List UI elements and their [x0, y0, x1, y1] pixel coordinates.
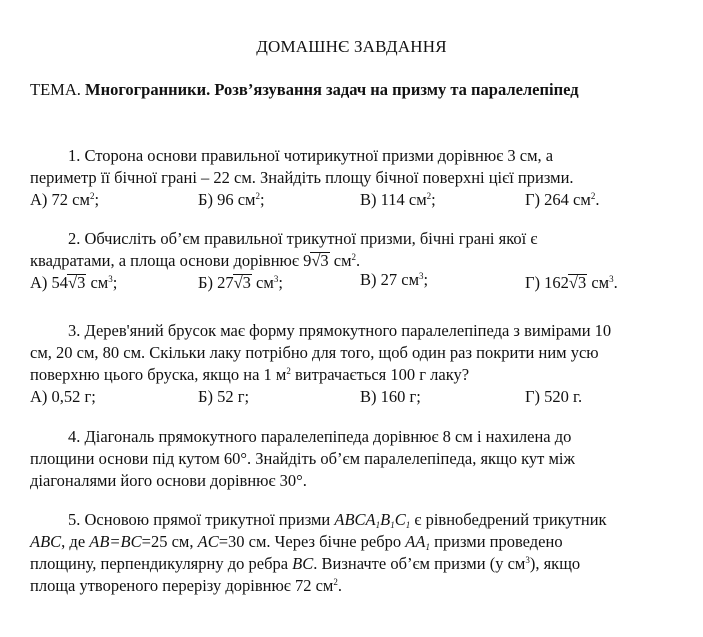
task-5	[30, 509, 678, 597]
task-3-line-3: поверхню цього бруска, якщо на 1 $м^2$ витрачається 100 г лаку?	[30, 365, 470, 384]
task-2-answer-b: Б) 27√3 $см^3$;	[198, 273, 283, 292]
task-1-answer-c: В) 114 $см^2$;	[360, 190, 436, 209]
task-4-line-2: площини основи під кутом 60°. Знайдіть об’єм паралелепіпеда, якщо кут між	[30, 449, 575, 468]
task-4-line-3: діагоналями його основи дорівнює 30°.	[30, 471, 307, 490]
task-2-answer-d: Г) 162√3 $см^3$.	[525, 273, 618, 292]
task-1-answer-a: А) 72 $см^2$;	[30, 190, 100, 209]
task-2-answer-a: А) 54√3 $см^3$;	[30, 273, 118, 292]
task-2-line-1: 2. Обчисліть об’єм правильної трикутної призми, бічні грані якої є	[68, 229, 538, 248]
task-3-answers	[30, 386, 678, 408]
task-4	[30, 426, 678, 492]
task-2-answers	[30, 272, 678, 294]
topic-label: ТЕМА.	[30, 80, 81, 99]
task-5-line-3: площину, перпендикулярну до ребра BC. Визначте об’єм призми (у $см^3$), якщо	[30, 554, 581, 573]
task-3-answer-a: А) 0,52 г;	[30, 387, 96, 406]
task-4-line-1: 4. Діагональ прямокутного паралелепіпеда дорівнює 8 см і нахилена до	[68, 427, 572, 446]
task-3-answer-c: В) 160 г;	[360, 387, 421, 406]
task-3	[30, 320, 678, 408]
topic-line	[30, 79, 579, 101]
task-2-answer-c: В) 27 $см^3$;	[360, 270, 429, 289]
task-1	[30, 145, 678, 211]
task-5-line-2: ABC, де AB=BC=25 см, AC=30 см. Через бічне ребро $AA_1$ призми проведено	[30, 532, 563, 552]
task-1-line-2: периметр її бічної грані – 22 см. Знайдіть площу бічної поверхні цієї призми.	[30, 168, 574, 187]
task-1-line-1: 1. Сторона основи правильної чотирикутної призми дорівнює 3 см, а	[68, 146, 554, 165]
task-1-answer-d: Г) 264 $см^2$.	[525, 190, 600, 209]
task-2-line-2: квадратами, а площа основи дорівнює 9√3 $см^2$.	[30, 251, 361, 270]
task-3-answer-b: Б) 52 г;	[198, 387, 250, 406]
task-3-answer-d: Г) 520 г.	[525, 387, 583, 406]
topic-text: Многогранники. Розв’язування задач на призму та паралелепіпед	[85, 80, 579, 99]
task-1-answer-b: Б) 96 $см^2$;	[198, 190, 265, 209]
task-3-line-2: см, 20 см, 80 см. Скільки лаку потрібно для того, щоб один раз покрити ним усю	[30, 343, 599, 362]
task-5-line-1: 5. Основою прямої трикутної призми $ABCA_1B_1C_1$ є рівнобедрений трикутник	[68, 510, 607, 530]
task-5-line-4: площа утвореного перерізу дорівнює 72 $см^2$.	[30, 576, 342, 595]
task-1-answers	[30, 189, 678, 211]
task-2	[30, 228, 678, 294]
task-3-line-1: 3. Дерев'яний брусок має форму прямокутного паралелепіпеда з вимірами 10	[68, 321, 612, 340]
page-title: ДОМАШНЄ ЗАВДАННЯ	[256, 37, 447, 56]
